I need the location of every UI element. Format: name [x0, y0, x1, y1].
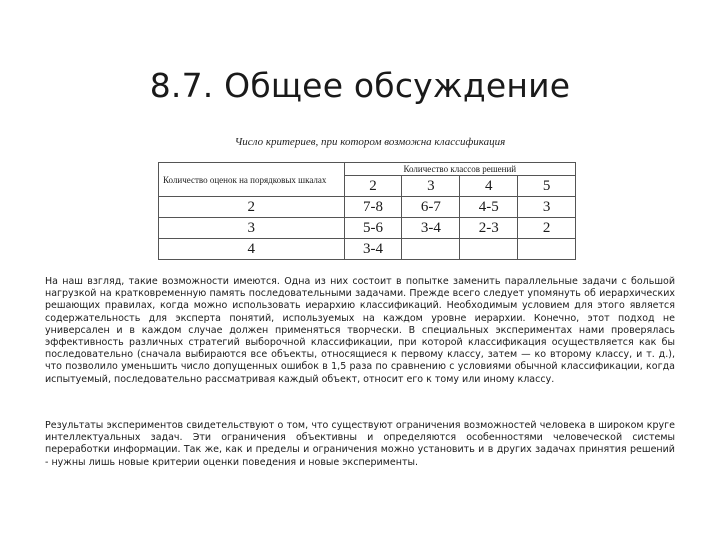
- table-cell: 3-4: [402, 218, 460, 239]
- table-cell: 4-5: [460, 197, 518, 218]
- table-row: [159, 239, 576, 260]
- table-row: [159, 218, 576, 239]
- table-cell: 7-8: [344, 197, 402, 218]
- column-header: 5: [518, 176, 576, 197]
- slide-title: 8.7. Общее обсуждение: [149, 66, 571, 106]
- table-cell: 2-3: [460, 218, 518, 239]
- table-cell: 3: [518, 197, 576, 218]
- row-label: 2: [159, 197, 345, 218]
- table-caption: Число критериев, при котором возможна классификация: [234, 136, 506, 148]
- column-group-header: Количество классов решений: [344, 163, 575, 176]
- row-label: 4: [159, 239, 345, 260]
- body-paragraph: Результаты экспериментов свидетельствуют о том, что существуют ограничения возможностей человека в широком круге интеллектуальных задач. Эти ограничения объективны и определяются особенностями человеческой системы переработки информации. Так же, как и пределы и ограничения можно установить и в других задачах принятия решений - нужны лишь новые критерии оценки поведения и новые эксперименты.: [45, 420, 675, 468]
- criteria-table: [158, 162, 576, 260]
- table-cell: [402, 239, 460, 260]
- table-row: [159, 197, 576, 218]
- table-cell: 6-7: [402, 197, 460, 218]
- row-header-label: Количество оценок на порядковых шкалах: [159, 163, 345, 197]
- table-cell: [460, 239, 518, 260]
- table-cell: 3-4: [344, 239, 402, 260]
- column-header: 4: [460, 176, 518, 197]
- table-cell: [518, 239, 576, 260]
- table-cell: 5-6: [344, 218, 402, 239]
- row-label: 3: [159, 218, 345, 239]
- body-paragraph: На наш взгляд, такие возможности имеются. Одна из них состоит в попытке заменить параллельные задачи с большой нагрузкой на кратковременную память последовательными задачами. Прежде всего следует упомянуть об иерархических решающих правилах, когда можно использовать иерархию классификаций. Необходимым условием для этого является содержательность для эксперта понятий, используемых на каждом уровне иерархии. Конечно, этот подход не универсален и в каждом случае должен применяться творчески. В специальных экспериментах нами проверялась эффективность различных стратегий выборочной классификации, при которой классификация осуществляется как бы последовательно (сначала выбираются все объекты, относящиеся к первому классу, затем — ко второму классу, и т. д.), что позволило уменьшить число допущенных ошибок в 1,5 раза по сравнению с условиями обычной классификации, когда испытуемый, последовательно рассматривая каждый объект, относит его к тому или иному классу.: [45, 276, 675, 385]
- table-cell: 2: [518, 218, 576, 239]
- column-header: 2: [344, 176, 402, 197]
- column-header: 3: [402, 176, 460, 197]
